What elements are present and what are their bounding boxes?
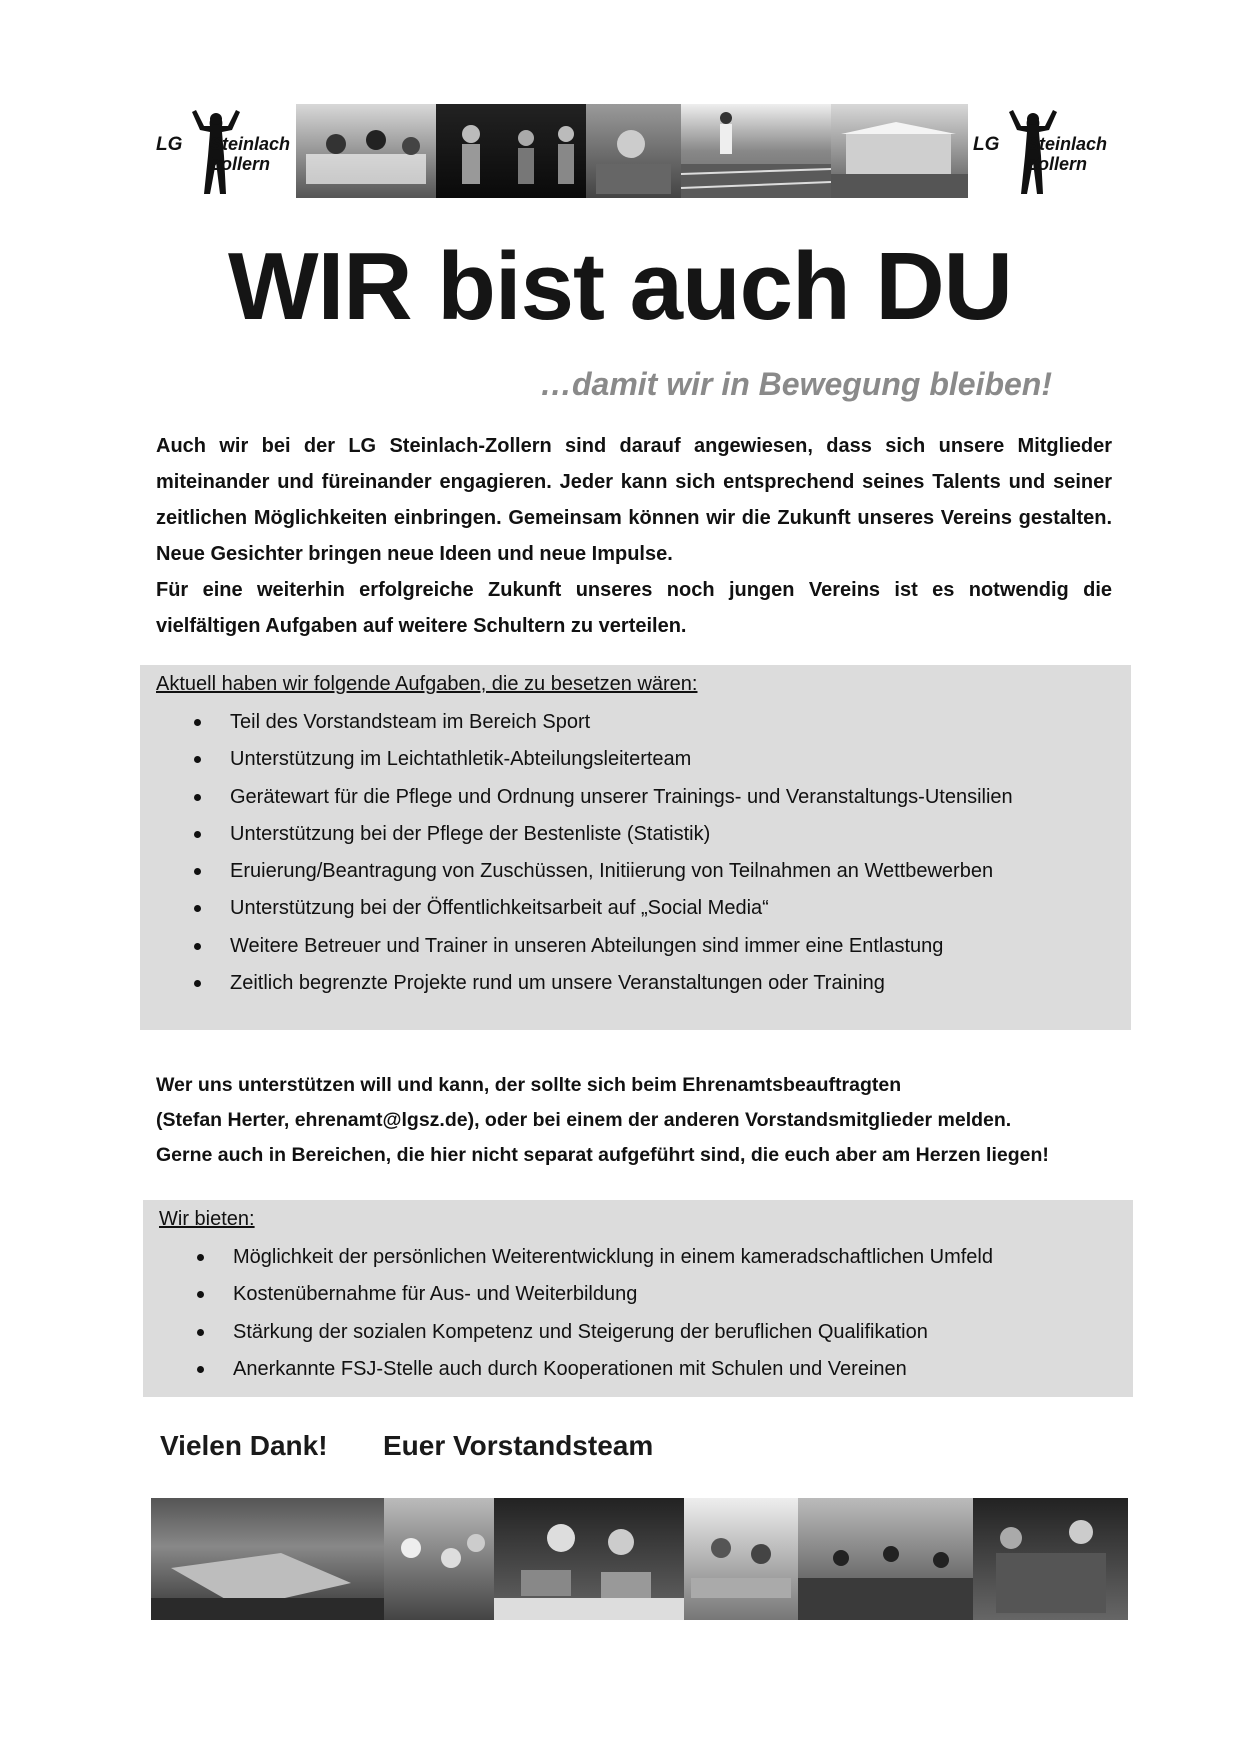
- photo-workshop: [684, 1498, 798, 1620]
- thanks-text: Vielen Dank!: [160, 1430, 328, 1461]
- logo-line1: Steinlach: [210, 134, 291, 154]
- intro-paragraph-2: Für eine weiterhin erfolgreiche Zukunft unseres noch jungen Vereins ist es notwendig die vielfältigen Aufgaben auf weitere Schultern zu verteilen.: [156, 579, 1112, 637]
- logo-lg-text: LG: [156, 134, 183, 155]
- bullet-icon: [194, 905, 201, 912]
- signature-text: Euer Vorstandsteam: [383, 1430, 654, 1461]
- contact-line-2: (Stefan Herter, ehrenamt@lgsz.de), oder bei einem der anderen Vorstandsmitglieder melden.: [156, 1109, 1012, 1131]
- footer-photo-strip: [151, 1498, 1128, 1620]
- logo-line1: Steinlach: [1027, 134, 1108, 154]
- bullet-icon: [197, 1329, 204, 1336]
- bullet-icon: [194, 756, 201, 763]
- page-title: WIR bist auch DU: [227, 233, 1012, 340]
- logo-lg-text: LG: [973, 134, 1000, 155]
- offer-heading: Wir bieten:: [159, 1208, 255, 1230]
- contact-text: [156, 1068, 1049, 1173]
- logo-line2: Zollern: [210, 154, 271, 174]
- logo-line2: Zollern: [1027, 154, 1088, 174]
- bullet-icon: [194, 868, 201, 875]
- page-subtitle: …damit wir in Bewegung bleiben!: [539, 366, 1052, 402]
- bullet-icon: [194, 980, 201, 987]
- logo-right: [973, 104, 1121, 204]
- contact-line-3: Gerne auch in Bereichen, die hier nicht separat aufgeführt sind, die euch aber am Herzen liegen!: [156, 1144, 1049, 1166]
- header-photo-strip: [296, 104, 968, 198]
- photo-kids-group: [384, 1498, 494, 1620]
- bullet-icon: [194, 794, 201, 801]
- bullet-icon: [197, 1254, 204, 1261]
- logo-left: [156, 104, 304, 204]
- bullet-icon: [194, 943, 201, 950]
- contact-line-1: Wer uns unterstützen will und kann, der sollte sich beim Ehrenamtsbeauftragten: [156, 1074, 902, 1096]
- bullet-icon: [197, 1291, 204, 1298]
- bullet-icon: [194, 831, 201, 838]
- offer-box: Wir bieten: Möglichkeit der persönlichen Weiterentwicklung in einem kameradschaftlichen Umfeld Kostenübernahme für Aus- und Weiterbildung Stärkung der sozialen Kompetenz und Steigerung der beruflichen Qualifikation Anerkannte FSJ-Stelle auch durch Kooperationen mit Schulen und Vereinen: [143, 1200, 1133, 1397]
- tasks-heading: Aktuell haben wir folgende Aufgaben, die zu besetzen wären:: [156, 673, 698, 695]
- intro-paragraph-1: Auch wir bei der LG Steinlach-Zollern sind darauf angewiesen, dass sich unsere Mitglieder miteinander und füreinander engagieren. Jeder kann sich entsprechend seines Talents und seiner zeitlichen Möglichkeiten einbringen. Gemeinsam können wir die Zukunft unseres Vereins gestalten. Neue Gesichter bringen neue Ideen und neue Impulse.: [156, 435, 1112, 565]
- bullet-icon: [194, 719, 201, 726]
- bullet-icon: [197, 1366, 204, 1373]
- tasks-box: Aktuell haben wir folgende Aufgaben, die zu besetzen wären: Teil des Vorstandsteam im Bereich Sport Unterstützung im Leichtathletik-Abteilungsleiterteam Gerätewart für die Pflege und Ordnung unserer Trainings- und Veranstaltungs-Utensilien Unterstützung bei der Pflege der Bestenliste (Statistik) Eruierung/Beantragung von Zuschüssen, Initiierung von Teilnahmen an Wettbewerben Unterstützung bei der Öffentlichkeitsarbeit auf „Social Media“ Weitere Betreuer und Trainer in unseren Abteilungen sind immer eine Entlastung Zeitlich begrenzte Projekte rund um unsere Veranstaltungen oder Training: [140, 665, 1131, 1030]
- intro-text: [156, 428, 1112, 644]
